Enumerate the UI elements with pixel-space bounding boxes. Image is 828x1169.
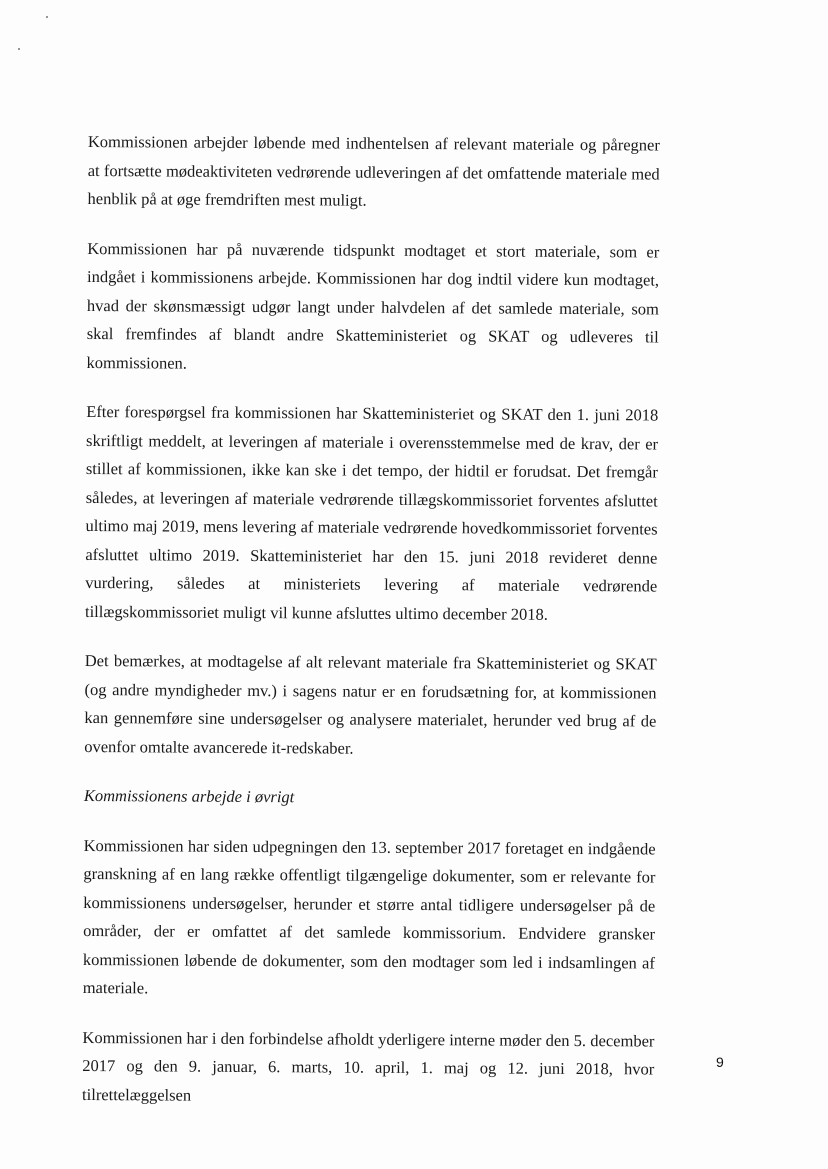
paragraph: Kommissionen arbejder løbende med indhentelsen af relevant materiale og påregner at fortsætte mødeaktiviteten vedrørende udleveringen af det omfattende materiale med henblik på at øge fremdriften mest muligt. <box>87 131 660 210</box>
document-body <box>82 128 660 1133</box>
section-heading: Kommissionens arbejde i øvrigt <box>83 785 295 807</box>
paragraph: Kommissionen har på nuværende tidspunkt modtaget et stort materiale, som er indgået i kommissionens arbejde. Kommissionen har dog indtil videre kun modtaget, hvad der skønsmæssigt udgør langt under halvdelen af det samlede materiale, som skal fremfindes af blandt andre Skatteministeriet og SKAT og udleveres til kommissionen. <box>86 238 660 373</box>
paragraph: Efter forespørgsel fra kommissionen har Skatteministeriet og SKAT den 1. juni 2018 skriftligt meddelt, at leveringen af materiale i overensstemmelse med de krav, der er stillet af kommissionen, ikke kan ske i det tempo, der hidtil er forudsat. Det fremgår således, at leveringen af materiale vedrørende tillægskommissoriet forventes afsluttet ultimo maj 2019, mens levering af materiale vedrørende hovedkommissoriet forventes afsluttet ultimo 2019. Skatteministeriet har den 15. juni 2018 revideret denne vurdering, således at ministeriets levering af materiale vedrørende tillægskommissoriet muligt vil kunne afsluttes ultimo december 2018. <box>84 401 659 624</box>
paragraph: Kommissionen har i den forbindelse afholdt yderligere interne møder den 5. december 2017 og den 9. januar, 6. marts, 10. april, 1. maj og 12. juni 2018, hvor tilrettelæggelsen <box>82 1027 655 1105</box>
scan-speck <box>18 48 20 50</box>
paragraph: Kommissionen har siden udpegningen den 13. september 2017 foretaget en indgående granskning af en lang række offentligt tilgængelige dokumenter, som er relevante for kommissionens undersøgelser, herunder et større antal tidligere undersøgelser på de områder, der er omfattet af det samlede kommissorium. Endvidere gransker kommissionen løbende de dokumenter, som den modtager som led i indsamlingen af materiale. <box>82 835 656 998</box>
scan-speck <box>46 16 48 18</box>
page-number: 9 <box>716 1054 724 1070</box>
paragraph: Det bemærkes, at modtagelse af alt relevant materiale fra Skatteministeriet og SKAT (og andre myndigheder mv.) i sagens natur er en forudsætning for, at kommissionen kan gennemføre sine undersøgelser og analysere materialet, herunder ved brug af de ovenfor omtalte avancerede it-redskaber. <box>84 650 657 758</box>
